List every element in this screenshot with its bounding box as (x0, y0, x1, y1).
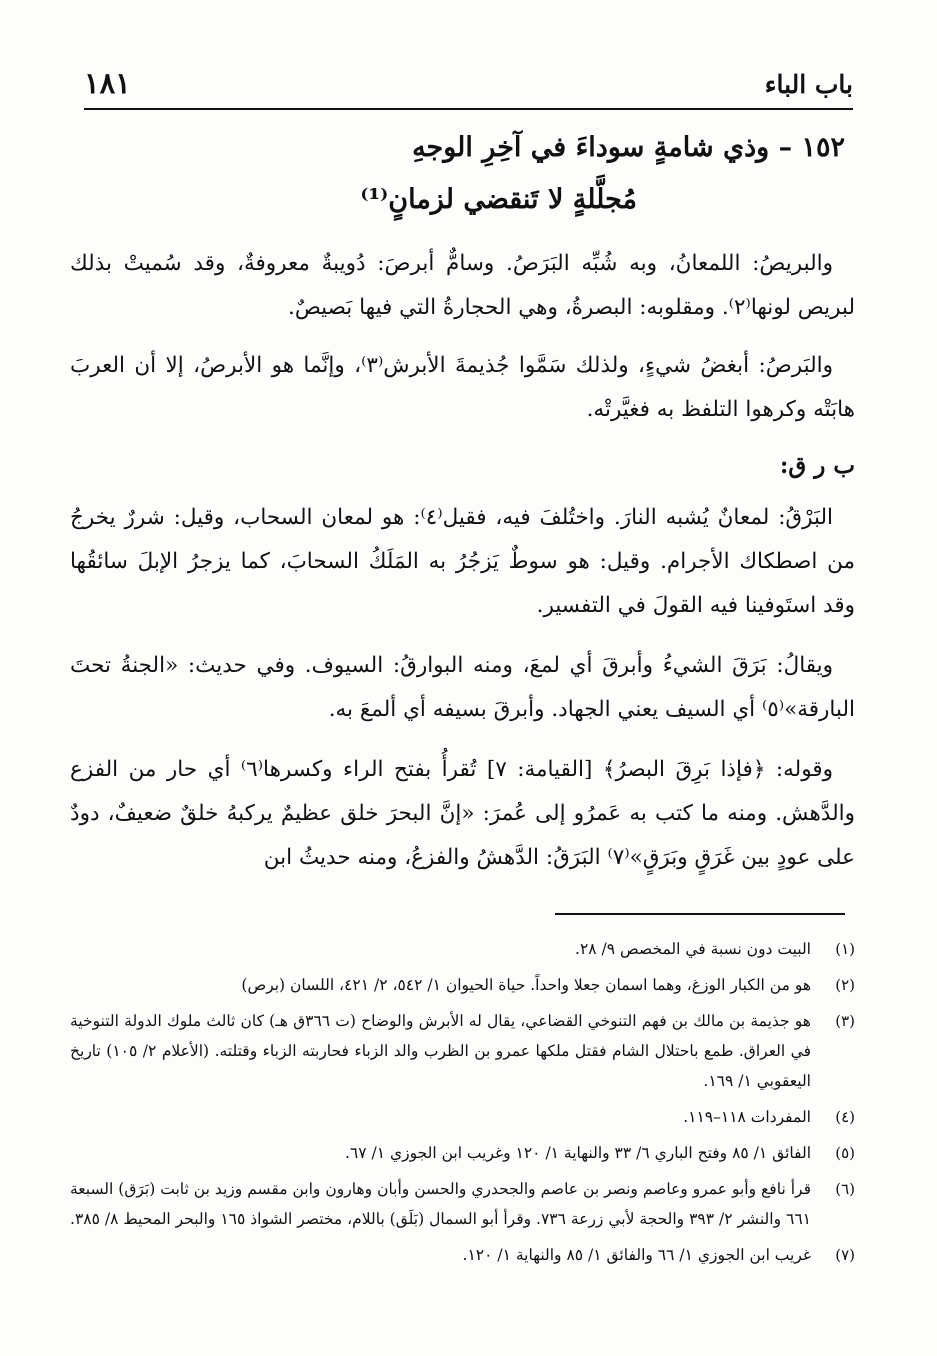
footnote-number: (٢) (835, 976, 855, 994)
footnote-text: الفائق ١/ ٨٥ وفتح الباري ٦/ ٣٣ والنهاية ١/ ١٢٠ وغريب ابن الجوزي ١/ ٦٧. (344, 1144, 811, 1162)
paragraph-bariqa-albasar: وقوله: ﴿فإذا بَرِقَ البصرُ﴾ [القيامة: ٧] تُقرأُ بفتح الراء وكسرها⁽٦⁾ أي حار من الفزع والدَّهش. ومنه ما كتب به عَمرُو إلى عُمرَ: «إنَّ البحرَ خلق عظيمٌ يركبهُ خلقٌ ضعيفٌ، دودٌ على عودٍ بين غَرَقٍ وبَرَقٍ»⁽٧⁾ البَرَقُ: الدَّهشُ والفزعُ، ومنه حديثُ ابن (70, 757, 855, 870)
footnote-text: البيت دون نسبة في المخصص ٩/ ٢٨. (575, 940, 811, 958)
page-header (84, 60, 853, 110)
footnote-number: (٧) (835, 1246, 855, 1264)
footnote (70, 1138, 855, 1168)
paragraph-bariis: والبريصُ: اللمعانُ، وبه شُبِّه البَرَصُ. وسامٌّ أبرصَ: دُويبةٌ معروفةٌ، وقد سُميتْ بذلك لبريص لونها⁽٢⁾. ومقلوبه: البصرةُ، وهي الحجارةُ التي فيها بَصيصٌ. (70, 251, 855, 320)
footnote-text: هو جذيمة بن مالك بن فهم التنوخي القضاعي، يقال له الأبرش والوضاح (ت ٣٦٦ق هـ) كان ثالث ملوك الدولة التنوخية في العراق. طمع باحتلال الشام فقتل ملكها عمرو بن الظرب والد الزباء فحاربته الزباء وقتلته. (الأعلام ٢/ ١٠٥) تاريخ اليعقوبي ١/ ١٦٩. (70, 1012, 811, 1090)
root-heading: ب ر ق: (779, 452, 855, 479)
verse-line-1: ١٥٢ – وذي شامةٍ سوداءَ في آخِرِ الوجهِ (412, 132, 845, 163)
verse-line-2: مُجلَّلةٍ لا تَنقضي لزمانٍ⁽¹⁾ (360, 184, 637, 215)
footnote-number: (٥) (835, 1144, 855, 1162)
paragraph-barq: البَرْقُ: لمعانٌ يُشبه النارَ. واختُلفَ فيه، فقيل⁽٤⁾: هو لمعان السحاب، وقيل: شررٌ يخرجُ من اصطكاك الأجرام. وقيل: هو سوطٌ يَزجُرُ به المَلَكُ السحابَ، كما يزجرُ الإبلَ سائقُها وقد استَوفينا فيه القولَ في التفسير. (70, 505, 855, 618)
footnote (70, 1174, 855, 1234)
footnote (70, 934, 855, 964)
footnotes (70, 934, 855, 1276)
footnote-number: (٣) (835, 1012, 855, 1030)
footnote-number: (٤) (835, 1108, 855, 1126)
paragraph-baras: والبَرصُ: أبغضُ شيءٍ، ولذلك سَمَّوا جُذيمةَ الأبرش⁽٣⁾، وإنَّما هو الأبرصُ، إلا أن العربَ هابَتْه وكرهوا التلفظ به فغيَّرتْه. (70, 353, 855, 422)
footnote-text: غريب ابن الجوزي ١/ ٦٦ والفائق ١/ ٨٥ والنهاية ١/ ١٢٠. (462, 1246, 811, 1264)
page-number: ١٨١ (84, 66, 131, 100)
footnote (70, 970, 855, 1000)
footnote (70, 1006, 855, 1096)
footnote-separator (555, 913, 845, 915)
footnote-number: (٦) (835, 1180, 855, 1198)
footnote (70, 1240, 855, 1270)
footnote-text: المفردات ١١٨–١١٩. (683, 1108, 811, 1126)
footnote-text: هو من الكبار الوزغ، وهما اسمان جعلا واحداً. حياة الحيوان ١/ ٥٤٢، ٢/ ٤٢١، اللسان (برص) (241, 976, 811, 994)
footnote-text: قرأ نافع وأبو عمرو وعاصم ونصر بن عاصم والجحدري والحسن وأبان وهارون وابن مقسم وزيد بن ثابت (بَرَق) السبعة ٦٦١ والنشر ٢/ ٣٩٣ والحجة لأبي زرعة ٧٣٦. وقرأ أبو السمال (بَلَق) باللام، مختصر الشواذ ١٦٥ والبحر المحيط ٨/ ٣٨٥. (70, 1180, 811, 1228)
chapter-title: باب الباء (764, 70, 853, 99)
footnote-number: (١) (835, 940, 855, 958)
paragraph-bawariq: ويقالُ: بَرَقَ الشيءُ وأبرقَ أي لمعَ، ومنه البوارقُ: السيوف. وفي حديث: «الجنةُ تحتَ البارقة»⁽٥⁾ أي السيف يعني الجهاد. وأبرقَ بسيفه أي ألمعَ به. (70, 653, 855, 722)
footnote (70, 1102, 855, 1132)
